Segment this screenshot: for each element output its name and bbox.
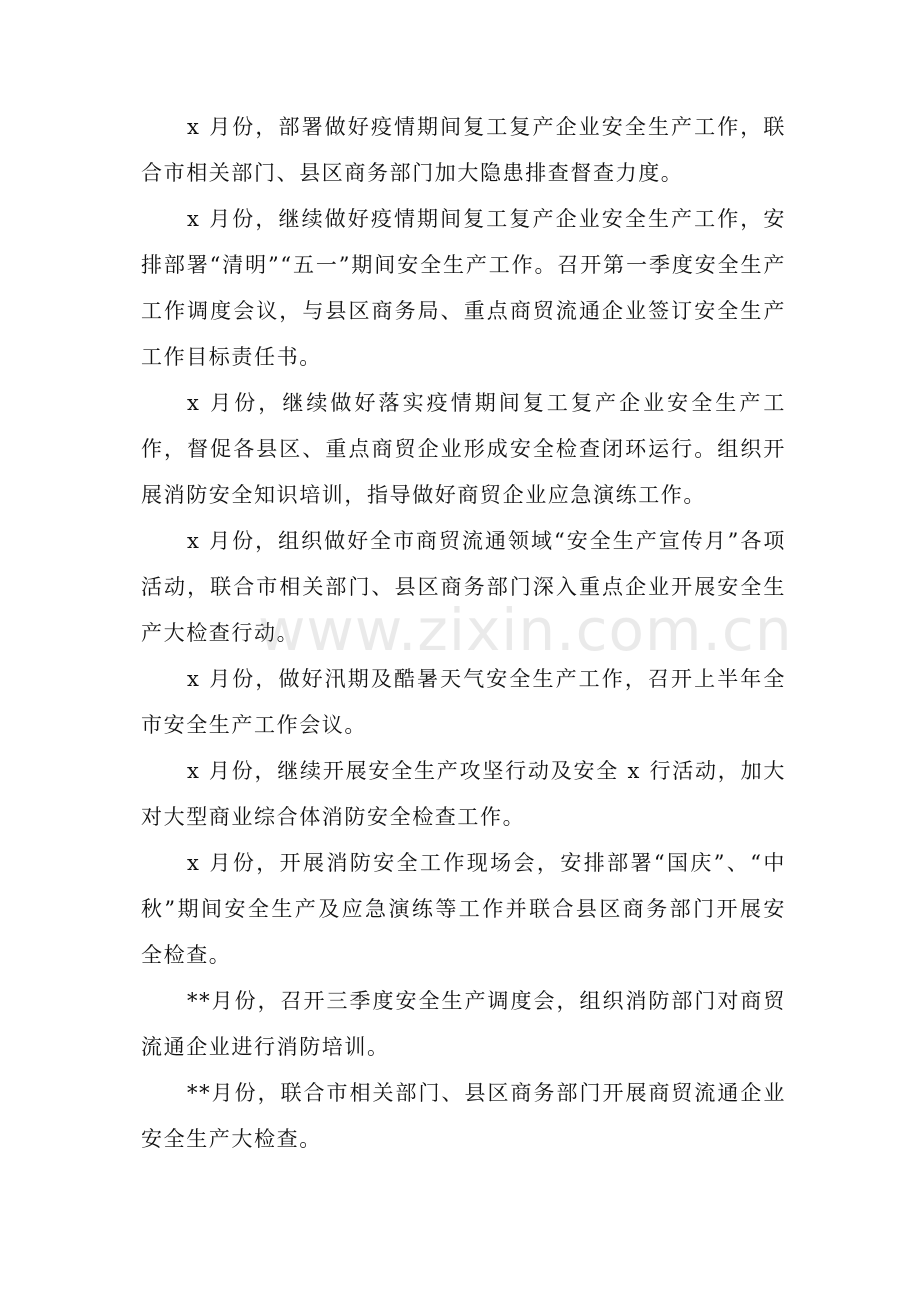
paragraph-6: x 月份，继续开展安全生产攻坚行动及安全 x 行活动，加大对大型商业综合体消防安全检查工作。 [141, 759, 786, 829]
paragraph-9: **月份，联合市相关部门、县区商务部门开展商贸流通企业安全生产大检查。 [141, 1081, 786, 1151]
paragraph-3: x 月份，继续做好落实疫情期间复工复产企业安全生产工作，督促各县区、重点商贸企业形成安全检查闭环运行。组织开展消防安全知识培训，指导做好商贸企业应急演练工作。 [141, 391, 786, 507]
watermark: www.zixin.com.cn [258, 596, 793, 664]
paragraph-5: x 月份，做好汛期及酷暑天气安全生产工作，召开上半年全市安全生产工作会议。 [141, 667, 786, 737]
paragraph-8: **月份，召开三季度安全生产调度会，组织消防部门对商贸流通企业进行消防培训。 [141, 989, 786, 1059]
paragraph-1: x 月份，部署做好疫情期间复工复产企业安全生产工作，联合市相关部门、县区商务部门加大隐患排查督查力度。 [141, 115, 786, 185]
paragraph-2: x 月份，继续做好疫情期间复工复产企业安全生产工作，安排部署“清明”“五一”期间安全生产工作。召开第一季度安全生产工作调度会议，与县区商务局、重点商贸流通企业签订安全生产工作目标责任书。 [141, 207, 786, 369]
paragraph-4: x 月份，组织做好全市商贸流通领域“安全生产宣传月”各项活动，联合市相关部门、县区商务部门深入重点企业开展安全生产大检查行动。 [141, 529, 786, 645]
document-body [141, 104, 786, 1162]
paragraph-7: x 月份，开展消防安全工作现场会，安排部署“国庆”、“中秋”期间安全生产及应急演练等工作并联合县区商务部门开展安全检查。 [141, 851, 786, 967]
